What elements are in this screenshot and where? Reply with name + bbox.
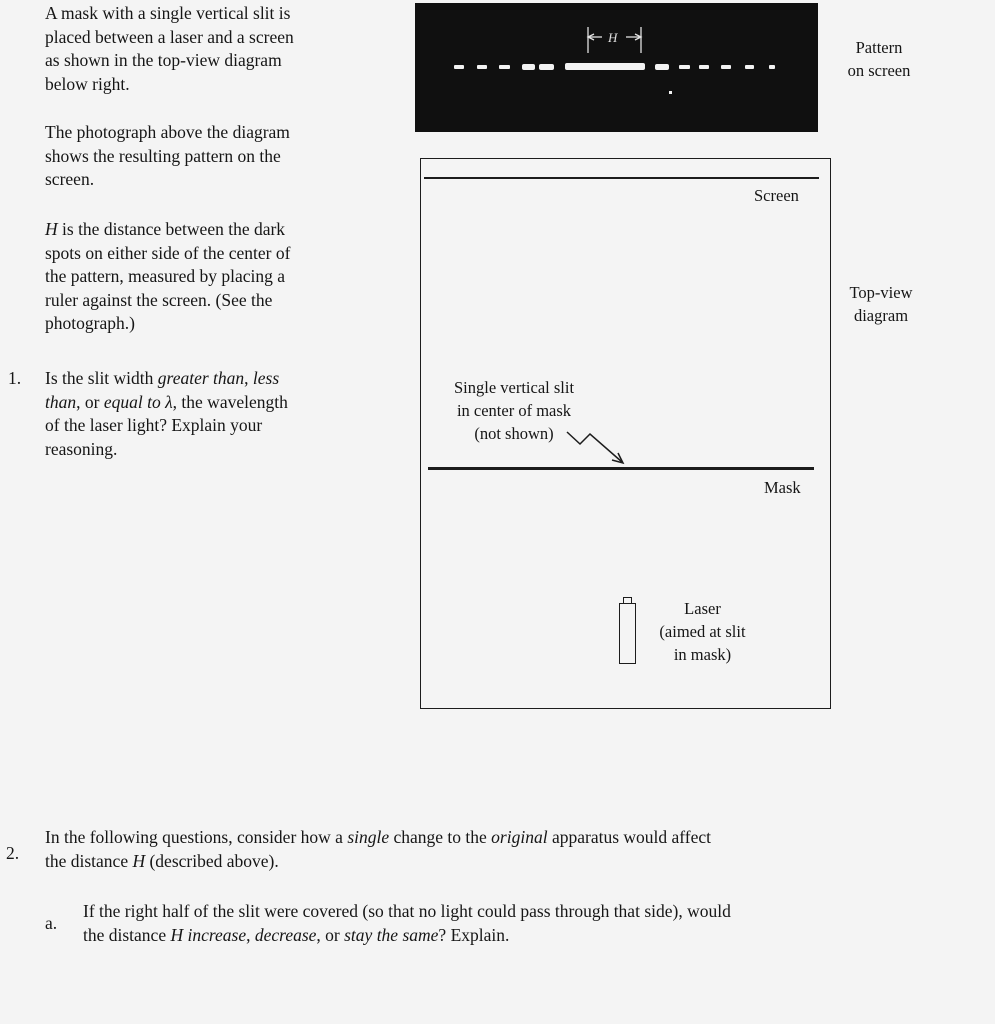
q1-line: reasoning. bbox=[45, 438, 118, 459]
laser-label-line: (aimed at slit bbox=[659, 622, 746, 641]
q1-text: , or bbox=[76, 391, 104, 412]
fringe-dot bbox=[499, 65, 510, 69]
variable-h: H bbox=[170, 924, 184, 945]
q2-text: In the following questions, consider how a bbox=[45, 827, 348, 847]
h-marker-label: H bbox=[608, 30, 618, 45]
q1-emph: less bbox=[252, 368, 280, 388]
q2a-line: If the right half of the slit were covered (so that no light could pass through that side), would bbox=[83, 901, 731, 921]
fringe-dot bbox=[539, 64, 554, 70]
h-desc-line: the pattern, measured by placing a bbox=[45, 266, 286, 286]
fringe-dot bbox=[769, 65, 775, 69]
q2-text: the distance bbox=[45, 850, 133, 871]
fringe-dot bbox=[669, 91, 672, 94]
q1-text: Is the slit width bbox=[45, 368, 158, 388]
pattern-on-screen-label bbox=[838, 36, 920, 82]
q2-emph: original bbox=[491, 827, 548, 847]
pattern-photograph bbox=[415, 3, 818, 132]
question-1 bbox=[45, 367, 375, 461]
q2a-text: the distance bbox=[83, 924, 171, 945]
q2-line bbox=[45, 826, 945, 850]
q2a-emph: increase bbox=[187, 924, 247, 945]
fringe-dot bbox=[721, 65, 731, 69]
screen-label: Screen bbox=[754, 186, 799, 205]
fringe-dot bbox=[745, 65, 754, 69]
h-desc-line: spots on either side of the center of bbox=[45, 242, 291, 263]
lambda-symbol: λ bbox=[160, 391, 173, 412]
q2a-text: , bbox=[246, 924, 255, 945]
h-desc-text: is the distance between the dark bbox=[57, 219, 286, 239]
variable-h: H bbox=[132, 850, 146, 871]
slit-label-line: Single vertical slit bbox=[453, 378, 575, 397]
q2-text: (described above). bbox=[145, 850, 279, 871]
q1-emph: than bbox=[45, 391, 77, 412]
h-desc-line: photograph.) bbox=[45, 313, 135, 333]
fringe-dot bbox=[522, 64, 535, 70]
intro-line: A mask with a single vertical slit is bbox=[45, 3, 291, 23]
side-label-line: diagram bbox=[853, 306, 909, 325]
photo-desc-line: shows the resulting pattern on the bbox=[45, 145, 281, 166]
photo-desc-line: The photograph above the diagram bbox=[45, 122, 290, 142]
q1-line bbox=[45, 391, 375, 415]
laser-body bbox=[619, 603, 636, 664]
screen-line bbox=[424, 177, 819, 179]
laser-label-line: in mask) bbox=[673, 645, 732, 664]
side-label-line: Pattern bbox=[855, 38, 903, 57]
slit-label bbox=[434, 376, 594, 445]
variable-h: H bbox=[45, 219, 58, 239]
side-label-line: Top-view bbox=[849, 283, 913, 302]
intro-line: as shown in the top-view diagram bbox=[45, 50, 282, 70]
q1-line bbox=[45, 367, 375, 391]
q2-emph: single bbox=[347, 827, 390, 847]
question-1-number: 1. bbox=[8, 368, 22, 388]
intro-line: below right. bbox=[45, 73, 130, 94]
mask-label: Mask bbox=[764, 478, 801, 497]
central-maximum bbox=[565, 63, 645, 70]
q2a-line bbox=[83, 924, 963, 948]
q2-text: change to the bbox=[389, 827, 492, 847]
q2-line bbox=[45, 850, 945, 874]
side-label-line: on screen bbox=[847, 61, 911, 80]
q2a-text: ? Explain. bbox=[438, 924, 510, 945]
h-desc-line bbox=[45, 218, 375, 242]
fringe-dot bbox=[699, 65, 709, 69]
intro-line: placed between a laser and a screen bbox=[45, 26, 294, 47]
q2a-text: , or bbox=[316, 924, 345, 945]
fringe-dot bbox=[655, 64, 669, 70]
slit-label-line: in center of mask bbox=[456, 401, 572, 420]
q2a-emph: decrease bbox=[254, 924, 317, 945]
q1-text: , the wavelength bbox=[172, 391, 288, 412]
question-2a bbox=[83, 900, 963, 947]
pattern-drawing bbox=[415, 3, 818, 132]
fringe-dot bbox=[477, 65, 487, 69]
q2-text: apparatus would affect bbox=[547, 827, 712, 847]
q2a-emph: stay the same bbox=[344, 924, 439, 945]
q1-emph: equal to bbox=[103, 391, 161, 412]
laser-icon bbox=[619, 597, 637, 665]
h-desc-line: ruler against the screen. (See the bbox=[45, 289, 273, 310]
fringe-dot bbox=[454, 65, 464, 69]
top-view-label bbox=[836, 281, 926, 327]
question-2a-letter: a. bbox=[45, 913, 58, 933]
laser-label-line: Laser bbox=[684, 599, 721, 618]
intro-paragraph bbox=[45, 2, 385, 96]
laser-label bbox=[645, 597, 760, 666]
h-definition bbox=[45, 218, 375, 336]
mask-line bbox=[428, 467, 814, 470]
slit-label-line: (not shown) bbox=[474, 424, 554, 443]
q1-text: , bbox=[244, 368, 253, 388]
photo-desc-line: screen. bbox=[45, 169, 95, 189]
fringe-dot bbox=[679, 65, 690, 69]
photo-description bbox=[45, 121, 375, 192]
question-2 bbox=[45, 826, 945, 873]
question-2-number: 2. bbox=[6, 843, 20, 863]
q1-line: of the laser light? Explain your bbox=[45, 415, 263, 435]
q1-emph: greater than bbox=[157, 368, 245, 388]
